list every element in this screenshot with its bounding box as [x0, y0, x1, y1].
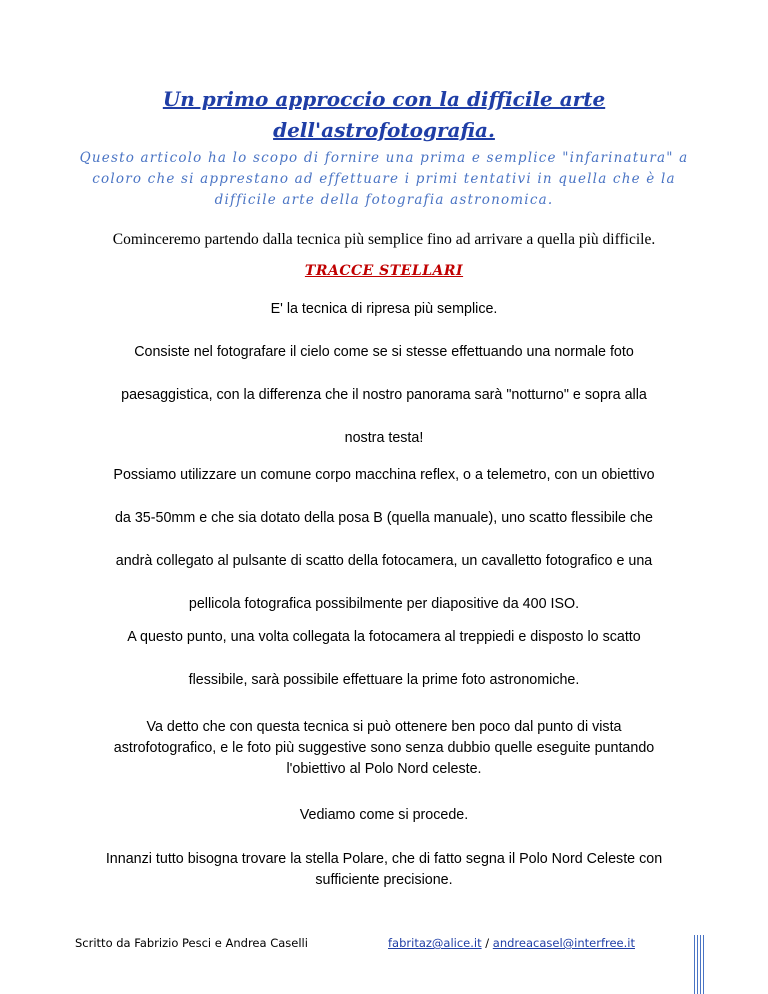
intro-line-1: Questo articolo ha lo scopo di fornire una prima e semplice "infarinatura" a [79, 150, 689, 166]
document-title [0, 84, 768, 146]
paragraph-4 [40, 616, 728, 702]
title-line-1: Un primo approccio con la difficile arte [162, 87, 606, 111]
footer-separator: / [481, 936, 493, 950]
paragraph-2-line: Consiste nel fotografare il cielo come se si stesse effettuando una normale foto [134, 344, 634, 360]
paragraph-3 [40, 454, 728, 626]
intro-text [60, 148, 708, 211]
paragraph-5-line: l'obiettivo al Polo Nord celeste. [286, 761, 482, 777]
paragraph-7-line: sufficiente precisione. [315, 872, 453, 888]
paragraph-5-line: astrofotografico, e le foto più suggestive sono senza dubbio quelle eseguite puntando [113, 740, 655, 756]
paragraph-6: Vediamo come si procede. [299, 807, 469, 823]
margin-rule [694, 935, 695, 994]
lead-sentence: Cominceremo partendo dalla tecnica più semplice fino ad arrivare a quella più difficile. [112, 231, 656, 248]
paragraph-3-line: da 35-50mm e che sia dotato della posa B (quella manuale), uno scatto flessibile che [114, 510, 654, 526]
paragraph-3-line: Possiamo utilizzare un comune corpo macchina reflex, o a telemetro, con un obiettivo [113, 467, 655, 483]
margin-rule [703, 935, 704, 994]
email-link-fabrizio[interactable]: fabritaz@alice.it [388, 936, 482, 950]
title-line-2: dell'astrofotografia. [273, 118, 495, 142]
footer-authors: Scritto da Fabrizio Pesci e Andrea Caselli [75, 936, 308, 950]
intro-line-3: difficile arte della fotografia astronomica. [214, 192, 554, 208]
paragraph-7-line: Innanzi tutto bisogna trovare la stella Polare, che di fatto segna il Polo Nord Celeste con [105, 851, 663, 867]
paragraph-2 [40, 331, 728, 460]
footer-contacts [388, 935, 635, 951]
paragraph-4-line: A questo punto, una volta collegata la fotocamera al treppiedi e disposto lo scatto [127, 629, 641, 645]
paragraph-3-line: pellicola fotografica possibilmente per diapositive da 400 ISO. [188, 596, 580, 612]
margin-rule [700, 935, 701, 994]
email-link-andrea[interactable]: andreacasel@interfree.it [492, 936, 635, 950]
section-title: TRACCE STELLARI [304, 263, 464, 279]
paragraph-5-line: Va detto che con questa tecnica si può ottenere ben poco dal punto di vista [146, 719, 622, 735]
paragraph-7 [40, 849, 728, 891]
paragraph-5 [40, 717, 728, 780]
paragraph-4-line: flessibile, sarà possibile effettuare la prime foto astronomiche. [188, 672, 580, 688]
paragraph-3-line: andrà collegato al pulsante di scatto della fotocamera, un cavalletto fotografico e una [115, 553, 653, 569]
paragraph-2-line: nostra testa! [344, 430, 424, 446]
margin-rule [697, 935, 698, 994]
paragraph-2-line: paesaggistica, con la differenza che il nostro panorama sarà "notturno" e sopra alla [121, 387, 647, 403]
intro-line-2: coloro che si apprestano ad effettuare i primi tentativi in quella che è la [92, 171, 676, 187]
paragraph-1: E' la tecnica di ripresa più semplice. [270, 301, 498, 317]
